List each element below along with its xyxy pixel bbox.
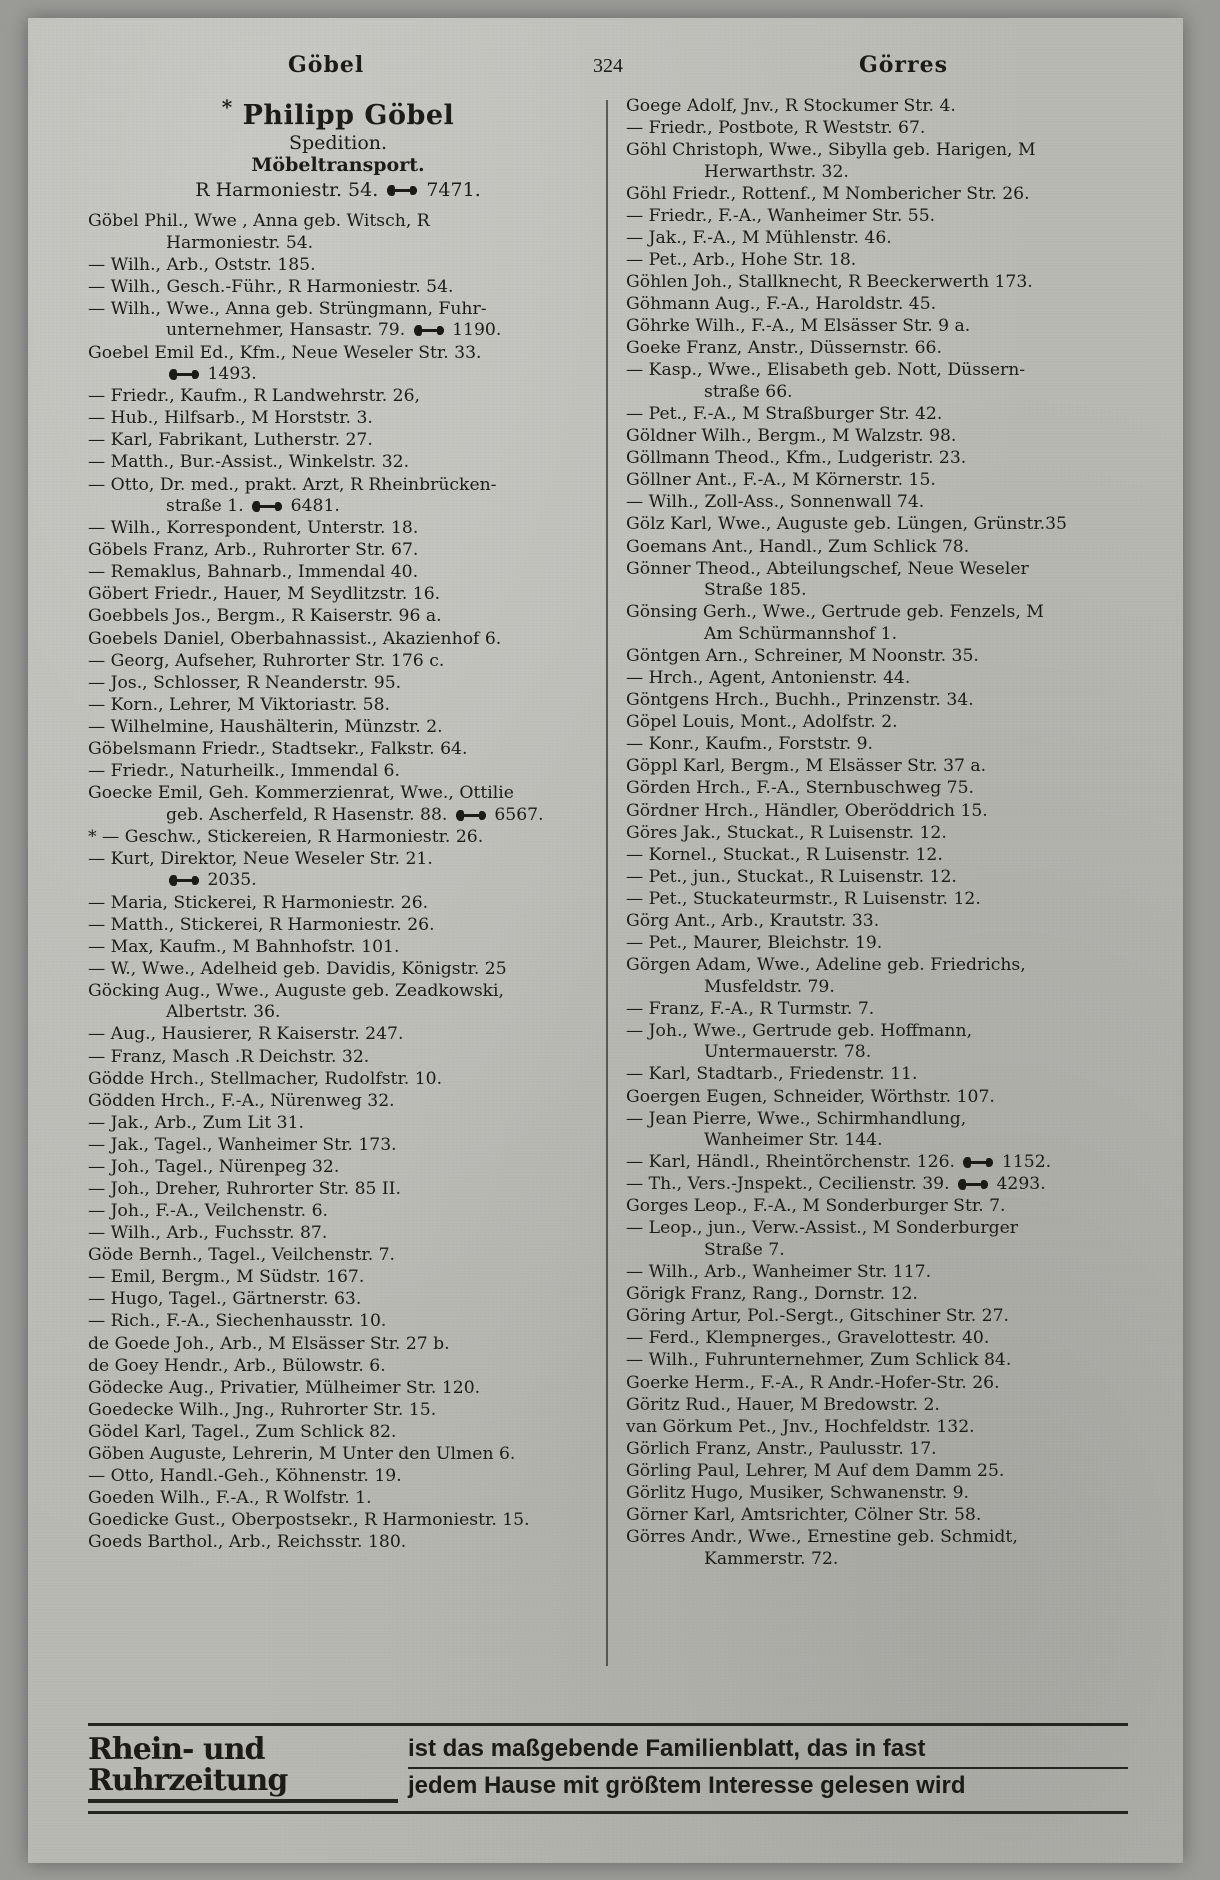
directory-entry: — Jean Pierre, Wwe., Schirmhandlung, Wanheimer Str. 144. bbox=[626, 1109, 1126, 1152]
directory-entry: — Emil, Bergm., M Südstr. 167. bbox=[88, 1267, 365, 1288]
directory-entry: Görden Hrch., F.-A., Sternbuschweg 75. bbox=[626, 778, 975, 799]
advert-phone-number: 7471. bbox=[426, 178, 481, 201]
directory-entry: Görlich Franz, Anstr., Paulusstr. 17. bbox=[626, 1438, 937, 1459]
directory-entry: Göhl Friedr., Rottenf., M Nombericher Str. 26. bbox=[626, 183, 1030, 204]
directory-entry: Göpel Louis, Mont., Adolfstr. 2. bbox=[626, 712, 898, 733]
directory-entry-continuation: geb. Ascherfeld, R Hasenstr. 88. 6567. bbox=[166, 804, 544, 825]
directory-entry: Göcking Aug., Wwe., Auguste geb. Zeadkowski, Albertstr. 36. bbox=[88, 981, 588, 1024]
directory-entry: — Jak., Tagel., Wanheimer Str. 173. bbox=[88, 1134, 397, 1155]
directory-entry: Göbel Phil., Wwe , Anna geb. Witsch, R Harmoniestr. 54. bbox=[88, 211, 588, 254]
directory-entry: — Karl, Händl., Rheintörchenstr. 126. 1152. bbox=[626, 1152, 1052, 1173]
directory-entry: — Wilh., Gesch.-Führ., R Harmoniestr. 54. bbox=[88, 276, 454, 297]
directory-entry: — W., Wwe., Adelheid geb. Davidis, Königstr. 25 bbox=[88, 958, 507, 979]
directory-entry: — Friedr., Postbote, R Weststr. 67. bbox=[626, 118, 926, 139]
directory-entry: — Jos., Schlosser, R Neanderstr. 95. bbox=[88, 672, 402, 693]
footer-ad-line-2: jedem Hause mit größtem Interesse gelesen wird bbox=[408, 1767, 1128, 1804]
telephone-icon bbox=[963, 1157, 993, 1168]
directory-entry: — Otto, Handl.-Geh., Köhnenstr. 19. bbox=[88, 1466, 402, 1487]
page-number: 324 bbox=[593, 55, 623, 77]
directory-entry-continuation: Straße 185. bbox=[704, 580, 807, 601]
directory-entry: — Pet., Maurer, Bleichstr. 19. bbox=[626, 932, 883, 953]
directory-entry: Goeke Franz, Anstr., Düssernstr. 66. bbox=[626, 338, 942, 359]
page-content bbox=[88, 52, 1128, 1832]
directory-entry: Göbels Franz, Arb., Ruhrorter Str. 67. bbox=[88, 540, 419, 561]
directory-entry: — Konr., Kaufm., Forststr. 9. bbox=[626, 734, 874, 755]
telephone-icon bbox=[169, 875, 199, 886]
directory-entry: — Wilhelmine, Haushälterin, Münzstr. 2. bbox=[88, 716, 443, 737]
footer-ad-text bbox=[408, 1732, 1128, 1804]
directory-entry: Görres Andr., Wwe., Ernestine geb. Schmidt, Kammerstr. 72. bbox=[626, 1527, 1126, 1570]
directory-entry: — Wilh., Arb., Fuchsstr. 87. bbox=[88, 1223, 328, 1244]
directory-entry: — Remaklus, Bahnarb., Immendal 40. bbox=[88, 562, 419, 583]
directory-entry: Göldner Wilh., Bergm., M Walzstr. 98. bbox=[626, 426, 957, 447]
directory-entry: — Wilh., Wwe., Anna geb. Strüngmann, Fuhr- unternehmer, Hansastr. 79. 1190. bbox=[88, 299, 588, 342]
directory-entry: Gödecke Aug., Privatier, Mülheimer Str. 120. bbox=[88, 1377, 481, 1398]
directory-entry: — Otto, Dr. med., prakt. Arzt, R Rheinbrücken- straße 1. 6481. bbox=[88, 475, 588, 518]
directory-entry: Görlitz Hugo, Musiker, Schwanenstr. 9. bbox=[626, 1482, 969, 1503]
directory-entry-continuation: 1493. bbox=[114, 364, 588, 386]
directory-entry: — Ferd., Klempnerges., Gravelottestr. 40. bbox=[626, 1328, 990, 1349]
directory-entry: * — Geschw., Stickereien, R Harmoniestr. 26. bbox=[88, 826, 484, 847]
directory-entry: — Matth., Stickerei, R Harmoniestr. 26. bbox=[88, 914, 435, 935]
directory-entry: Göllner Ant., F.-A., M Körnerstr. 15. bbox=[626, 470, 936, 491]
directory-entry: Goemans Ant., Handl., Zum Schlick 78. bbox=[626, 536, 970, 557]
directory-entry-continuation: Am Schürmannshof 1. bbox=[704, 623, 898, 644]
directory-entry: Göppl Karl, Bergm., M Elsässer Str. 37 a. bbox=[626, 756, 987, 777]
directory-entry: Göbert Friedr., Hauer, M Seydlitzstr. 16. bbox=[88, 584, 441, 605]
directory-entry-continuation: Albertstr. 36. bbox=[166, 1002, 281, 1023]
directory-entry: van Görkum Pet., Jnv., Hochfeldstr. 132. bbox=[626, 1416, 975, 1437]
directory-entry: — Aug., Hausierer, R Kaiserstr. 247. bbox=[88, 1024, 404, 1045]
directory-entry: — Wilh., Fuhrunternehmer, Zum Schlick 84. bbox=[626, 1350, 1012, 1371]
directory-entry: Görgen Adam, Wwe., Adeline geb. Friedrichs, Musfeldstr. 79. bbox=[626, 955, 1126, 998]
directory-entry: — Joh., F.-A., Veilchenstr. 6. bbox=[88, 1201, 328, 1222]
advert-address-line bbox=[88, 179, 588, 201]
directory-entry: — Kurt, Direktor, Neue Weseler Str. 21. 2035. bbox=[88, 849, 588, 892]
directory-entry: — Hrch., Agent, Antonienstr. 44. bbox=[626, 668, 911, 689]
directory-entry: — Georg, Aufseher, Ruhrorter Str. 176 c. bbox=[88, 650, 445, 671]
directory-entry: Gorges Leop., F.-A., M Sonderburger Str. 7. bbox=[626, 1196, 1006, 1217]
directory-entry: de Goede Joh., Arb., M Elsässer Str. 27 b. bbox=[88, 1333, 450, 1354]
directory-entry: Göritz Rud., Hauer, M Bredowstr. 2. bbox=[626, 1394, 940, 1415]
directory-entry: — Karl, Fabrikant, Lutherstr. 27. bbox=[88, 430, 373, 451]
directory-entry: — Friedr., Naturheilk., Immendal 6. bbox=[88, 761, 400, 782]
directory-entry: — Franz, F.-A., R Turmstr. 7. bbox=[626, 998, 875, 1019]
telephone-icon bbox=[958, 1179, 988, 1190]
directory-entry: — Friedr., Kaufm., R Landwehrstr. 26, bbox=[88, 386, 421, 407]
directory-entry: Goedicke Gust., Oberpostsekr., R Harmoniestr. 15. bbox=[88, 1510, 530, 1531]
directory-entry: Göntgen Arn., Schreiner, M Noonstr. 35. bbox=[626, 645, 979, 666]
directory-entry: Göde Bernh., Tagel., Veilchenstr. 7. bbox=[88, 1245, 396, 1266]
directory-entry: — Hugo, Tagel., Gärtnerstr. 63. bbox=[88, 1289, 362, 1310]
directory-entry-continuation: Kammerstr. 72. bbox=[704, 1548, 839, 1569]
directory-entry: Gördner Hrch., Händler, Oberöddrich 15. bbox=[626, 800, 988, 821]
left-entry-list bbox=[88, 211, 588, 1554]
advert-business-name bbox=[88, 96, 588, 132]
footer-ad-brand: Rhein- und Ruhrzeitung bbox=[88, 1734, 398, 1803]
directory-entry-continuation: straße 66. bbox=[704, 382, 793, 403]
header-left-keyword: Göbel bbox=[288, 52, 365, 78]
footer-advertisement bbox=[88, 1723, 1128, 1814]
footer-ad-line-1: ist das maßgebende Familienblatt, das in fast bbox=[408, 1735, 926, 1763]
directory-entry: — Pet., F.-A., M Straßburger Str. 42. bbox=[626, 404, 943, 425]
directory-entry: Gödde Hrch., Stellmacher, Rudolfstr. 10. bbox=[88, 1068, 443, 1089]
directory-entry: — Wilh., Zoll-Ass., Sonnenwall 74. bbox=[626, 492, 925, 513]
directory-entry: — Pet., Stuckateurmstr., R Luisenstr. 12. bbox=[626, 888, 981, 909]
directory-entry: — Leop., jun., Verw.-Assist., M Sonderburger Straße 7. bbox=[626, 1218, 1126, 1261]
directory-entry-continuation: straße 1. 6481. bbox=[166, 496, 340, 517]
directory-entry: — Wilh., Arb., Wanheimer Str. 117. bbox=[626, 1262, 932, 1283]
directory-entry-continuation: Herwarthstr. 32. bbox=[704, 161, 849, 182]
advert-star-marker: * bbox=[221, 95, 233, 119]
directory-entry: Gölz Karl, Wwe., Auguste geb. Lüngen, Grünstr.35 bbox=[626, 514, 1067, 535]
directory-entry: — Franz, Masch .R Deichstr. 32. bbox=[88, 1046, 370, 1067]
directory-entry: — Korn., Lehrer, M Viktoriastr. 58. bbox=[88, 694, 390, 715]
directory-entry: — Maria, Stickerei, R Harmoniestr. 26. bbox=[88, 892, 429, 913]
directory-entry: — Joh., Dreher, Ruhrorter Str. 85 II. bbox=[88, 1179, 401, 1200]
directory-entry: — Rich., F.-A., Siechenhausstr. 10. bbox=[88, 1311, 387, 1332]
directory-entry: — Jak., F.-A., M Mühlenstr. 46. bbox=[626, 227, 892, 248]
directory-entry: — Karl, Stadtarb., Friedenstr. 11. bbox=[626, 1064, 918, 1085]
directory-entry-continuation: Harmoniestr. 54. bbox=[166, 232, 314, 253]
directory-entry: Gödel Karl, Tagel., Zum Schlick 82. bbox=[88, 1421, 397, 1442]
directory-entry: Goege Adolf, Jnv., R Stockumer Str. 4. bbox=[626, 96, 956, 116]
directory-entry: — Joh., Wwe., Gertrude geb. Hoffmann, Untermauerstr. 78. bbox=[626, 1021, 1126, 1064]
directory-entry: — Matth., Bur.-Assist., Winkelstr. 32. bbox=[88, 452, 410, 473]
directory-entry: Goergen Eugen, Schneider, Wörthstr. 107. bbox=[626, 1086, 995, 1107]
telephone-icon bbox=[456, 810, 486, 821]
directory-entry: Göllmann Theod., Kfm., Ludgeristr. 23. bbox=[626, 448, 967, 469]
directory-entry-continuation: unternehmer, Hansastr. 79. 1190. bbox=[166, 320, 502, 341]
directory-entry: Goerke Herm., F.-A., R Andr.-Hofer-Str. 26. bbox=[626, 1372, 1000, 1393]
directory-entry: — Pet., jun., Stuckat., R Luisenstr. 12. bbox=[626, 866, 957, 887]
telephone-icon bbox=[414, 325, 444, 336]
telephone-icon bbox=[252, 501, 282, 512]
directory-entry: — Joh., Tagel., Nürenpeg 32. bbox=[88, 1156, 340, 1177]
directory-entry: — Max, Kaufm., M Bahnhofstr. 101. bbox=[88, 936, 400, 957]
directory-entry: Göres Jak., Stuckat., R Luisenstr. 12. bbox=[626, 822, 947, 843]
left-column bbox=[88, 96, 604, 1696]
directory-entry: Gönner Theod., Abteilungschef, Neue Weseler Straße 185. bbox=[626, 559, 1126, 602]
directory-entry: — Pet., Arb., Hohe Str. 18. bbox=[626, 250, 857, 271]
directory-entry-continuation: Straße 7. bbox=[704, 1240, 785, 1261]
directory-entry: Görigk Franz, Rang., Dornstr. 12. bbox=[626, 1284, 918, 1305]
directory-entry: — Wilh., Korrespondent, Unterstr. 18. bbox=[88, 518, 419, 539]
telephone-icon bbox=[387, 185, 417, 196]
directory-entry: Goebels Daniel, Oberbahnassist., Akazienhof 6. bbox=[88, 628, 502, 649]
telephone-icon bbox=[169, 369, 199, 380]
directory-entry: Görner Karl, Amtsrichter, Cölner Str. 58. bbox=[626, 1505, 982, 1525]
directory-entry: Göbelsmann Friedr., Stadtsekr., Falkstr. 64. bbox=[88, 738, 468, 759]
directory-entry: Göhlen Joh., Stallknecht, R Beeckerwerth 173. bbox=[626, 272, 1033, 293]
directory-entry-continuation: Untermauerstr. 78. bbox=[704, 1042, 872, 1063]
directory-entry: Goedecke Wilh., Jng., Ruhrorter Str. 15. bbox=[88, 1399, 437, 1420]
directory-entry: Gönsing Gerh., Wwe., Gertrude geb. Fenzels, M Am Schürmannshof 1. bbox=[626, 602, 1126, 645]
directory-entry: — Friedr., F.-A., Wanheimer Str. 55. bbox=[626, 205, 936, 226]
directory-entry: — Wilh., Arb., Oststr. 185. bbox=[88, 254, 316, 275]
directory-entry: Goeds Barthol., Arb., Reichsstr. 180. bbox=[88, 1532, 407, 1553]
directory-entry: de Goey Hendr., Arb., Bülowstr. 6. bbox=[88, 1355, 386, 1376]
directory-entry: Goeden Wilh., F.-A., R Wolfstr. 1. bbox=[88, 1488, 372, 1509]
directory-entry-continuation: Musfeldstr. 79. bbox=[704, 976, 835, 997]
directory-entry: Göhl Christoph, Wwe., Sibylla geb. Harigen, M Herwarthstr. 32. bbox=[626, 140, 1126, 183]
directory-entry: Göhrke Wilh., F.-A., M Elsässer Str. 9 a. bbox=[626, 316, 971, 337]
directory-entry: Goebel Emil Ed., Kfm., Neue Weseler Str. 33. 1493. bbox=[88, 343, 588, 386]
directory-entry-continuation: Wanheimer Str. 144. bbox=[704, 1130, 883, 1151]
directory-entry: Göben Auguste, Lehrerin, M Unter den Ulmen 6. bbox=[88, 1443, 516, 1464]
advert-name-text: Philipp Göbel bbox=[242, 100, 455, 131]
directory-entry: Göntgens Hrch., Buchh., Prinzenstr. 34. bbox=[626, 690, 974, 711]
directory-entry: Göring Artur, Pol.-Sergt., Gitschiner Str. 27. bbox=[626, 1306, 1009, 1327]
advert-line-moebeltransport: Möbeltransport. bbox=[251, 154, 425, 177]
header-right-keyword: Görres bbox=[858, 52, 948, 78]
directory-entry: — Jak., Arb., Zum Lit 31. bbox=[88, 1112, 305, 1133]
directory-columns bbox=[88, 96, 1128, 1696]
directory-entry: — Hub., Hilfsarb., M Horststr. 3. bbox=[88, 408, 373, 429]
directory-entry: — Kasp., Wwe., Elisabeth geb. Nott, Düssern- straße 66. bbox=[626, 360, 1126, 403]
directory-entry: Goebbels Jos., Bergm., R Kaiserstr. 96 a. bbox=[88, 606, 442, 627]
directory-entry: Görling Paul, Lehrer, M Auf dem Damm 25. bbox=[626, 1460, 1005, 1481]
directory-entry: Gödden Hrch., F.-A., Nürenweg 32. bbox=[88, 1090, 395, 1111]
page-header bbox=[88, 52, 1128, 92]
right-entry-list bbox=[626, 96, 1126, 1570]
directory-entry: Görg Ant., Arb., Krautstr. 33. bbox=[626, 910, 880, 931]
advert-address-text: R Harmoniestr. 54. bbox=[195, 178, 379, 201]
directory-entry-continuation: 2035. bbox=[114, 870, 588, 892]
directory-entry: — Th., Vers.-Jnspekt., Cecilienstr. 39. 4293. bbox=[626, 1174, 1046, 1195]
directory-entry: — Kornel., Stuckat., R Luisenstr. 12. bbox=[626, 844, 943, 865]
directory-entry: Goecke Emil, Geh. Kommerzienrat, Wwe., Ottilie geb. Ascherfeld, R Hasenstr. 88. 6567. bbox=[88, 783, 588, 826]
right-column bbox=[604, 96, 1126, 1696]
scanned-page bbox=[28, 18, 1183, 1863]
directory-entry: Göhmann Aug., F.-A., Haroldstr. 45. bbox=[626, 294, 937, 315]
advertisement-heading bbox=[88, 96, 588, 201]
advert-line-spedition: Spedition. bbox=[288, 131, 388, 154]
